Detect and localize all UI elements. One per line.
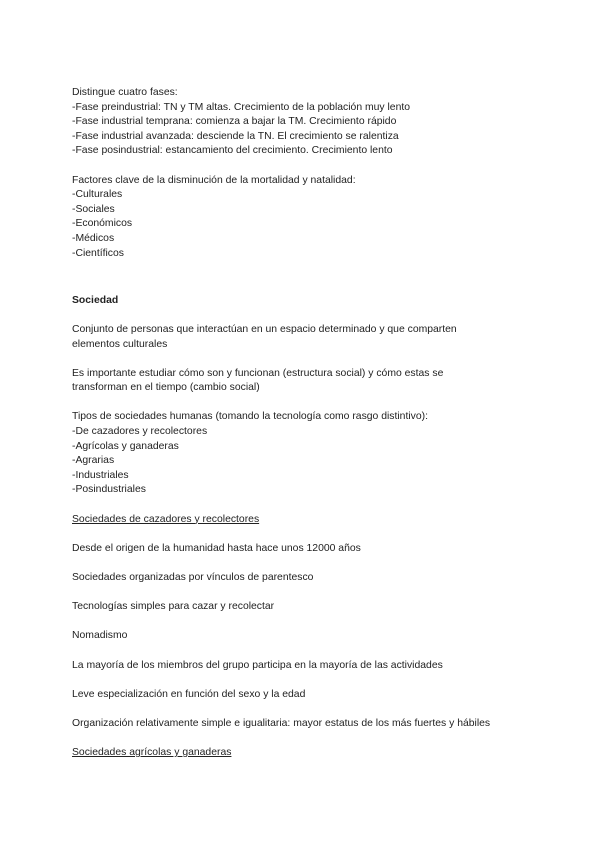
spacer: [72, 261, 542, 276]
spacer: [72, 159, 542, 174]
phases-intro: Distingue cuatro fases:: [72, 87, 178, 98]
spacer: [72, 527, 542, 542]
factor-item: -Culturales: [72, 189, 123, 201]
section-title-sociedad: Sociedad: [72, 294, 119, 306]
spacer: [72, 396, 542, 411]
heading-hunters: Sociedades de cazadores y recolectores: [72, 513, 260, 525]
heading-agricultural: Sociedades agrícolas y ganaderas: [72, 747, 232, 759]
spacer: [72, 352, 542, 367]
document-page: [72, 86, 542, 761]
hunters-point: Leve especialización en función del sexo y la edad: [72, 688, 306, 700]
society-types-intro: Tipos de sociedades humanas (tomando la tecnología como rasgo distintivo):: [72, 411, 428, 423]
factors-intro: Factores clave de la disminución de la mortalidad y natalidad:: [72, 174, 356, 186]
society-definition-line: elementos culturales: [72, 338, 168, 350]
phase-item: -Fase industrial temprana: comienza a bajar la TM. Crecimiento rápido: [72, 116, 397, 128]
society-study-line: Es importante estudiar cómo son y funcionan (estructura social) y cómo estas se: [72, 367, 444, 379]
society-definition-line: Conjunto de personas que interactúan en un espacio determinado y que comparten: [72, 323, 457, 335]
society-type-item: -Posindustriales: [72, 484, 146, 496]
hunters-point: La mayoría de los miembros del grupo participa en la mayoría de las actividades: [72, 659, 443, 671]
hunters-point: Desde el origen de la humanidad hasta hace unos 12000 años: [72, 542, 361, 554]
spacer: [72, 615, 542, 630]
phase-item: -Fase industrial avanzada: desciende la TN. El crecimiento se ralentiza: [72, 130, 399, 142]
society-type-item: -Agrarias: [72, 455, 115, 467]
factor-item: -Sociales: [72, 203, 115, 215]
spacer: [72, 498, 542, 513]
hunters-point: Tecnologías simples para cazar y recolectar: [72, 601, 275, 613]
factor-item: -Económicos: [72, 218, 133, 230]
society-study-line: transforman en el tiempo (cambio social): [72, 382, 260, 394]
phase-item: -Fase posindustrial: estancamiento del crecimiento. Crecimiento lento: [72, 145, 393, 157]
spacer: [72, 702, 542, 717]
phase-item: -Fase preindustrial: TN y TM altas. Crecimiento de la población muy lento: [72, 101, 411, 113]
factor-item: -Médicos: [72, 232, 115, 244]
spacer: [72, 644, 542, 659]
spacer: [72, 556, 542, 571]
society-type-item: -De cazadores y recolectores: [72, 426, 208, 438]
hunters-point: Sociedades organizadas por vínculos de parentesco: [72, 572, 314, 583]
society-type-item: -Agrícolas y ganaderas: [72, 440, 179, 452]
spacer: [72, 732, 542, 747]
hunters-point: Organización relativamente simple e igualitaria: mayor estatus de los más fuertes y hábiles: [72, 717, 491, 729]
spacer: [72, 586, 542, 601]
spacer: [72, 673, 542, 688]
factor-item: -Científicos: [72, 247, 124, 259]
society-type-item: -Industriales: [72, 469, 129, 481]
hunters-point: Nomadismo: [72, 630, 128, 642]
spacer: [72, 308, 542, 323]
